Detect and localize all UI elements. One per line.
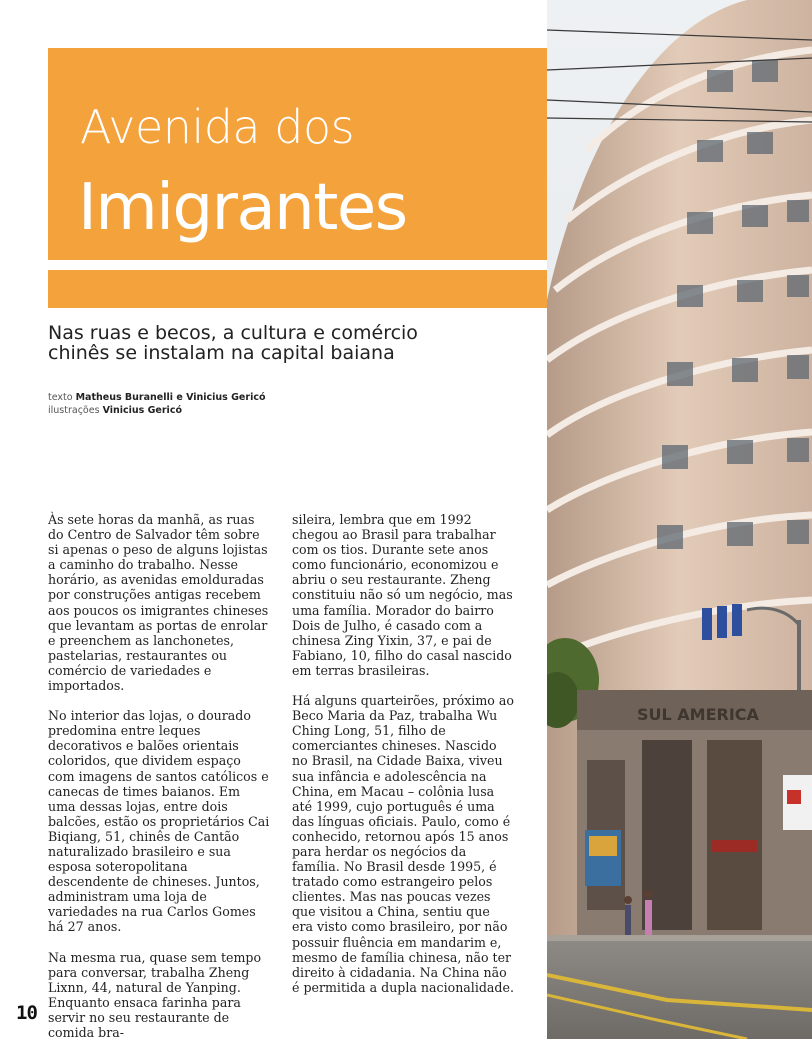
text-credit xyxy=(48,391,265,404)
text-credit-authors: Matheus Buranelli e Vinicius Gericó xyxy=(75,392,266,403)
paragraph: Às sete horas da manhã, as ruas do Centro de Salvador têm sobre si apenas o peso de alguns lojistas a caminho do trabalho. Nesse horário, as avenidas emolduradas por construções antigas recebem aos poucos os imigrantes chineses que levantam as portas de enrolar e preenchem as lanchonetes, pastelarias, restaurantes ou comércio de variedades e importados. xyxy=(48,512,269,694)
paragraph: Na mesma rua, quase sem tempo para conversar, trabalha Zheng Lixnn, 44, natural de Yanping. Enquanto ensaca farinha para servir no seu restaurante de comida bra- xyxy=(48,949,262,1040)
illustration-credit xyxy=(48,404,265,417)
page-number: 10 xyxy=(16,1002,37,1024)
sign-text: SUL AMERICA xyxy=(637,705,759,724)
paragraph: Há alguns quarteirões, próximo ao Beco Maria da Paz, trabalha Wu Ching Long, 51, filho de comerciantes chineses. Nascido no Brasil, na Cidade Baixa, viveu sua infância e adolescência na China, em Macau – colônia lusa até 1999, cujo português é uma das línguas oficiais. Paulo, como é conhecido, retornou após 15 anos para herdar os negócios da família. No Brasil desde 1995, é tratado como estrangeiro pelos clientes. Mas nas poucas vezes que visitou a China, sentiu que era visto como brasileiro, por não possuir fluência em mandarim e, mesmo de família chinesa, não ter direito à cidadania. Na China não é permitida a dupla nacionalidade. xyxy=(292,693,514,995)
title-line-2: Imigrantes xyxy=(78,171,407,245)
credits xyxy=(48,391,265,417)
text-credit-label: texto xyxy=(48,392,73,403)
building-photo xyxy=(547,0,812,1039)
decorative-orange-bar xyxy=(48,270,547,308)
body-column-2 xyxy=(292,512,514,1010)
illustration-credit-label: ilustrações xyxy=(48,405,100,416)
paragraph: No interior das lojas, o dourado predomina entre leques decorativos e balões orientais coloridos, que dividem espaço com imagens de santos católicos e canecas de times baianos. Em uma dessas lojas, entre dois balcões, estão os proprietários Cai Biqiang, 51, chinês de Cantão naturalizado brasileiro e sua esposa soteropolitana descendente de chineses. Juntos, administram uma loja de variedades na rua Carlos Gomes há 27 anos. xyxy=(48,708,270,935)
paragraph: sileira, lembra que em 1992 chegou ao Brasil para trabalhar com os tios. Durante sete anos como funcionário, economizou e abriu o seu restaurante. Zheng constituiu não só um negócio, mas uma família. Morador do bairro Dois de Julho, é casado com a chinesa Zing Yixin, 37, e pai de Fabiano, 10, filho do casal nascido em terras brasileiras. xyxy=(292,512,513,678)
illustration-credit-author: Vinicius Gericó xyxy=(102,405,182,416)
body-column-1 xyxy=(48,512,270,1055)
title-block xyxy=(48,48,547,260)
article-subtitle: Nas ruas e becos, a cultura e comércio chinês se instalam na capital baiana xyxy=(48,322,418,364)
title-line-1: Avenida dos xyxy=(80,100,355,154)
